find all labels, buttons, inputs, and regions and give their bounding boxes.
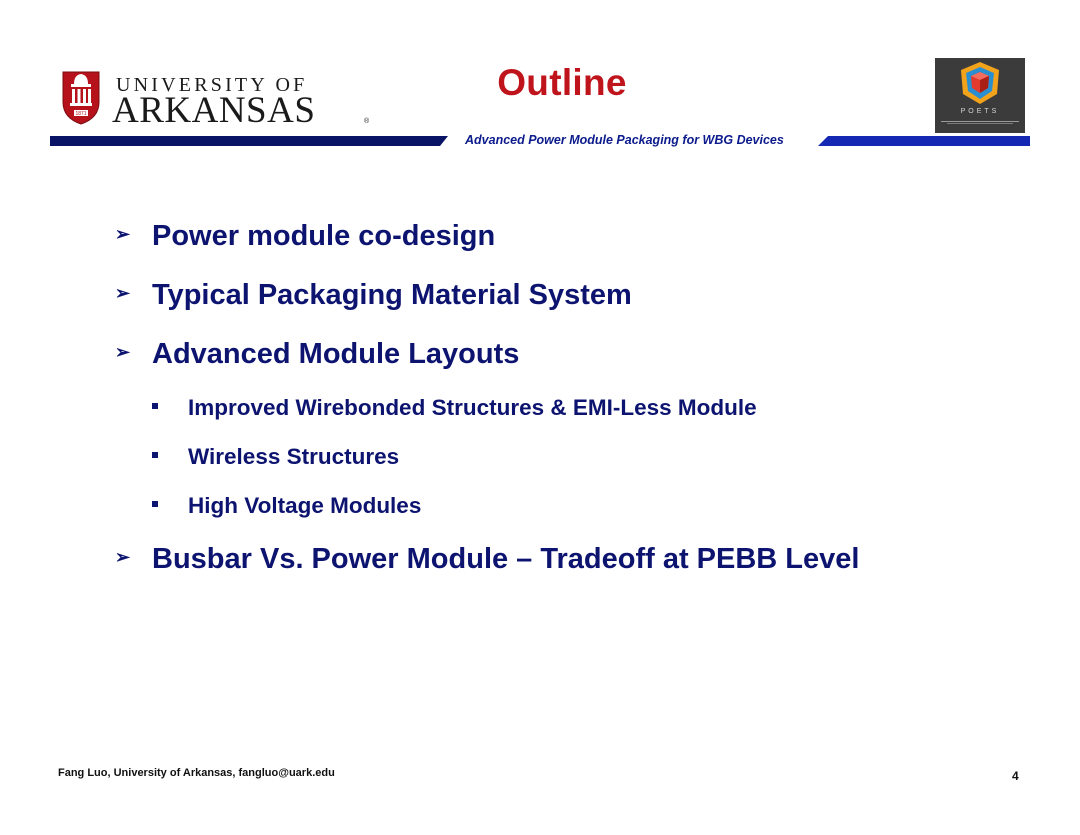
footer-author: Fang Luo, University of Arkansas, fangluo@uark.edu	[58, 767, 335, 779]
arrow-bullet-icon: ➢	[115, 282, 131, 303]
header-subtitle: Advanced Power Module Packaging for WBG Devices	[465, 133, 784, 147]
list-item	[115, 338, 519, 371]
seal-year: 1871	[75, 111, 87, 117]
university-of-arkansas-logo: 1871 UNIVERSITY OF ARKANSAS ®	[60, 66, 320, 128]
list-item	[115, 543, 859, 576]
poets-text: POETS	[960, 108, 1000, 115]
square-bullet-icon	[152, 452, 158, 458]
list-item-label: Busbar Vs. Power Module – Tradeoff at PEBB Level	[152, 543, 860, 575]
slide-title: Outline	[497, 62, 627, 103]
sub-list-item-label: Improved Wirebonded Structures & EMI-Less Module	[188, 395, 757, 420]
sub-list-item-label: High Voltage Modules	[188, 493, 422, 518]
logo-arkansas-text: ARKANSAS	[112, 90, 316, 131]
list-item	[115, 279, 632, 312]
arrow-bullet-icon: ➢	[115, 546, 131, 567]
list-item-label: Advanced Module Layouts	[152, 338, 520, 370]
sub-list-item	[152, 444, 399, 470]
arrow-bullet-icon: ➢	[115, 341, 131, 362]
square-bullet-icon	[152, 501, 158, 507]
logo-university-of-text: UNIVERSITY OF	[116, 74, 308, 96]
arrow-bullet-icon: ➢	[115, 223, 131, 244]
list-item-label: Power module co-design	[152, 220, 496, 252]
page-number: 4	[1012, 769, 1019, 783]
square-bullet-icon	[152, 403, 158, 409]
sub-list-item	[152, 395, 757, 421]
list-item	[115, 220, 495, 253]
sub-list-item-label: Wireless Structures	[188, 444, 400, 469]
sub-list-item	[152, 493, 421, 519]
list-item-label: Typical Packaging Material System	[152, 279, 632, 311]
